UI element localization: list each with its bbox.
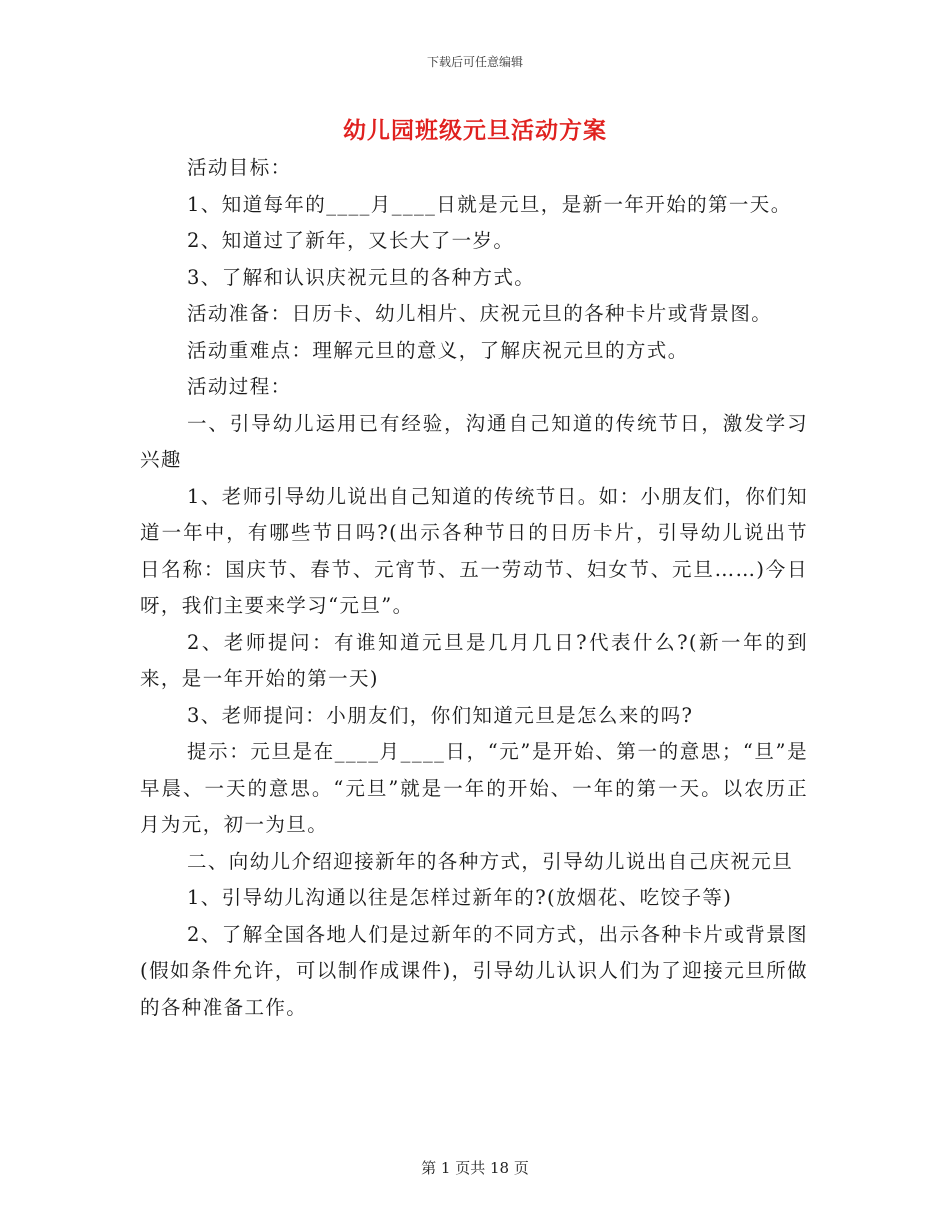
- page-header: 下载后可任意编辑: [426, 55, 523, 69]
- paragraph: 3、老师提问：小朋友们，你们知道元旦是怎么来的吗?: [187, 703, 694, 727]
- paragraph: 2、老师提问：有谁知道元旦是几月几日?代表什么?(新一年的到来，是一年开始的第一天): [140, 630, 808, 690]
- paragraph: 1、引导幼儿沟通以往是怎样过新年的?(放烟花、吃饺子等): [187, 886, 733, 909]
- paragraph: 2、知道过了新年，又长大了一岁。: [187, 229, 515, 252]
- paragraph: 活动重难点：理解元旦的意义，了解庆祝元旦的方式。: [187, 338, 689, 362]
- document-title: 幼儿园班级元旦活动方案: [343, 117, 607, 144]
- paragraph: 活动目标：: [187, 156, 292, 179]
- paragraph: 活动过程：: [187, 375, 292, 398]
- paragraph: 1、知道每年的____月____日就是元旦，是新一年开始的第一天。: [187, 192, 792, 216]
- paragraph: 二、向幼儿介绍迎接新年的各种方式，引导幼儿说出自己庆祝元旦: [187, 849, 794, 873]
- paragraph: 3、了解和认识庆祝元旦的各种方式。: [187, 265, 536, 289]
- paragraph: 活动准备：日历卡、幼儿相片、庆祝元旦的各种卡片或背景图。: [187, 302, 773, 325]
- page-footer: 第 1 页共 18 页: [421, 1159, 529, 1177]
- paragraph: 提示：元旦是在____月____日，“元”是开始、第一的意思；“旦”是早晨、一天的意思。“元旦”就是一年的开始、一年的第一天。以农历正月为元，初一为旦。: [140, 740, 808, 836]
- paragraph: 1、老师引导幼儿说出自己知道的传统节日。如：小朋友们，你们知道一年中，有哪些节日吗?(出示各种节日的日历卡片，引导幼儿说出节日名称：国庆节、春节、元宵节、五一劳动节、妇女节、元旦……)今日呀，我们主要来学习“元旦”。: [140, 484, 808, 617]
- document-body: [140, 150, 808, 1026]
- paragraph: 2、了解全国各地人们是过新年的不同方式，出示各种卡片或背景图(假如条件允许，可以制作成课件)，引导幼儿认识人们为了迎接元旦所做的各种准备工作。: [140, 922, 808, 1019]
- paragraph: 一、引导幼儿运用已有经验，沟通自己知道的传统节日，激发学习兴趣: [140, 411, 808, 471]
